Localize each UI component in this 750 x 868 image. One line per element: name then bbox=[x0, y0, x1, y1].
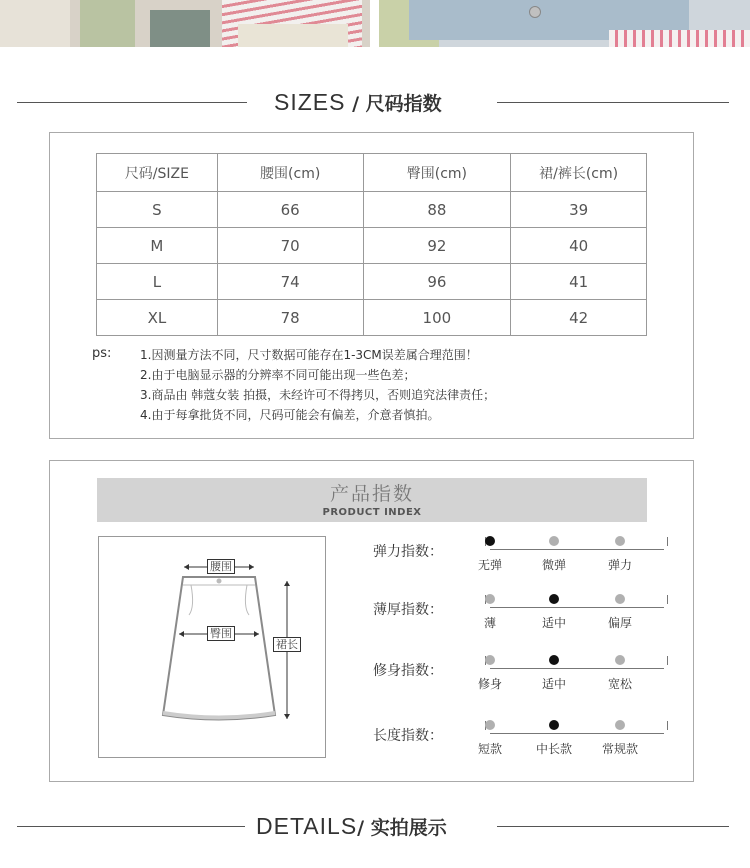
index-option-label: 中长款 bbox=[535, 742, 573, 756]
index-row-thickness bbox=[373, 599, 713, 639]
index-option-label: 微弹 bbox=[541, 558, 567, 572]
product-photo-left bbox=[0, 0, 370, 47]
sizes-title-cn: 尺码指数 bbox=[365, 93, 442, 115]
col-header-length: 裙/裤长(cm) bbox=[511, 154, 647, 192]
sizes-title bbox=[274, 84, 442, 120]
index-scale-line bbox=[490, 733, 664, 734]
cell-length: 39 bbox=[511, 192, 647, 228]
index-option-label: 短款 bbox=[477, 742, 503, 756]
col-header-hip: 臀围(cm) bbox=[363, 154, 511, 192]
header-rule-left bbox=[17, 102, 247, 103]
note-item: 1.因测量方法不同，尺寸数据可能存在1-3CM误差属合理范围！ bbox=[140, 348, 478, 362]
cell-hip: 92 bbox=[363, 228, 511, 264]
index-dot bbox=[615, 655, 625, 665]
index-scale-cap bbox=[667, 595, 668, 604]
cell-waist: 66 bbox=[217, 192, 363, 228]
index-option-label: 修身 bbox=[477, 677, 503, 691]
index-dot bbox=[549, 536, 559, 546]
product-index-title-cn: 产品指数 bbox=[329, 483, 414, 505]
index-label: 长度指数： bbox=[373, 728, 443, 744]
cell-length: 42 bbox=[511, 300, 647, 336]
cell-length: 41 bbox=[511, 264, 647, 300]
header-rule-right bbox=[497, 826, 729, 827]
skirt-measurement-diagram bbox=[98, 536, 326, 758]
cell-size: M bbox=[97, 228, 218, 264]
index-scale-line bbox=[490, 549, 664, 550]
index-dot bbox=[485, 594, 495, 604]
index-label: 弹力指数： bbox=[373, 544, 443, 560]
product-index-list bbox=[373, 461, 693, 781]
sizes-title-sep: / bbox=[345, 93, 366, 115]
notes-list bbox=[140, 346, 610, 426]
details-title-sep: / bbox=[357, 817, 371, 839]
details-title-cn: 实拍展示 bbox=[370, 817, 447, 839]
cell-hip: 96 bbox=[363, 264, 511, 300]
index-row-elasticity bbox=[373, 541, 713, 581]
index-option-label: 弹力 bbox=[607, 558, 633, 572]
table-header-row bbox=[97, 154, 647, 192]
index-scale-cap bbox=[667, 721, 668, 730]
index-option-label: 无弹 bbox=[477, 558, 503, 572]
header-rule-left bbox=[17, 826, 245, 827]
index-scale-cap bbox=[667, 537, 668, 546]
index-dot bbox=[485, 655, 495, 665]
index-scale-line bbox=[490, 668, 664, 669]
cell-length: 40 bbox=[511, 228, 647, 264]
cell-waist: 78 bbox=[217, 300, 363, 336]
index-dot bbox=[615, 720, 625, 730]
table-row bbox=[97, 228, 647, 264]
index-dot bbox=[485, 720, 495, 730]
index-dot-selected bbox=[549, 594, 559, 604]
index-row-length bbox=[373, 725, 713, 765]
cell-size: S bbox=[97, 192, 218, 228]
note-item: 3.商品由 韩蔻女装 拍摄，未经许可不得拷贝，否则追究法律责任； bbox=[140, 388, 496, 402]
skirt-outline bbox=[163, 577, 275, 720]
cell-hip: 88 bbox=[363, 192, 511, 228]
product-index-title-en: PRODUCT INDEX bbox=[322, 507, 422, 518]
hip-label: 臀围 bbox=[207, 626, 235, 641]
cell-hip: 100 bbox=[363, 300, 511, 336]
header-rule-right bbox=[497, 102, 729, 103]
index-dot-selected bbox=[549, 655, 559, 665]
index-dot bbox=[615, 594, 625, 604]
size-table bbox=[96, 153, 647, 336]
waist-label: 腰围 bbox=[207, 559, 235, 574]
details-section-header bbox=[0, 808, 750, 844]
index-row-fit bbox=[373, 660, 713, 700]
index-option-label: 适中 bbox=[541, 616, 567, 630]
cell-waist: 70 bbox=[217, 228, 363, 264]
index-option-label: 宽松 bbox=[607, 677, 633, 691]
index-scale-cap bbox=[667, 656, 668, 665]
cell-size: L bbox=[97, 264, 218, 300]
index-dot bbox=[615, 536, 625, 546]
note-item: 2.由于电脑显示器的分辨率不同可能出现一些色差； bbox=[140, 368, 416, 382]
product-index-panel bbox=[49, 460, 694, 782]
index-option-label: 薄 bbox=[483, 616, 497, 630]
col-header-size: 尺码/SIZE bbox=[97, 154, 218, 192]
table-row bbox=[97, 192, 647, 228]
details-title-en: DETAILS bbox=[256, 813, 358, 839]
notes-prefix: ps: bbox=[92, 346, 112, 361]
index-dot-selected bbox=[485, 536, 495, 546]
table-row bbox=[97, 300, 647, 336]
index-option-label: 常规款 bbox=[601, 742, 639, 756]
sizes-title-en: SIZES bbox=[274, 89, 346, 115]
index-option-label: 偏厚 bbox=[607, 616, 633, 630]
product-photo-right bbox=[379, 0, 750, 47]
sizes-section-header bbox=[0, 84, 750, 120]
cell-waist: 74 bbox=[217, 264, 363, 300]
details-title bbox=[256, 808, 447, 844]
cell-size: XL bbox=[97, 300, 218, 336]
col-header-waist: 腰围(cm) bbox=[217, 154, 363, 192]
index-scale-line bbox=[490, 607, 664, 608]
index-option-label: 适中 bbox=[541, 677, 567, 691]
size-chart-panel bbox=[49, 132, 694, 439]
index-label: 修身指数： bbox=[373, 663, 443, 679]
length-label: 裙长 bbox=[273, 637, 301, 652]
note-item: 4.由于每拿批货不同，尺码可能会有偏差，介意者慎拍。 bbox=[140, 408, 440, 422]
index-label: 薄厚指数： bbox=[373, 602, 443, 618]
index-dot-selected bbox=[549, 720, 559, 730]
table-row bbox=[97, 264, 647, 300]
